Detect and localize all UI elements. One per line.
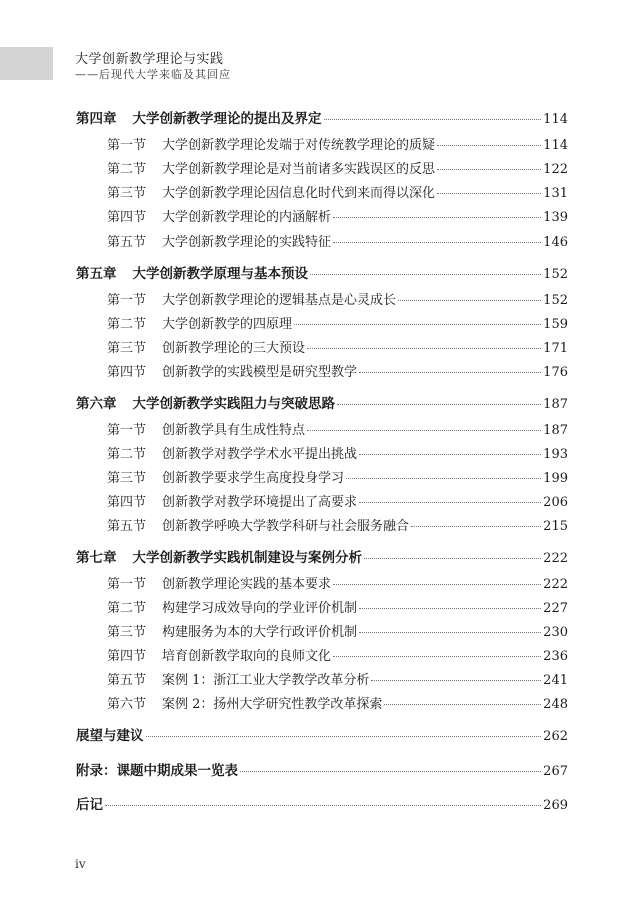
toc-entry-number: 第五章 xyxy=(76,266,117,282)
toc-entry[interactable] xyxy=(76,793,568,813)
toc-entry-number: 第六节 xyxy=(107,697,147,712)
toc-section-row xyxy=(0,182,638,202)
toc-entry[interactable] xyxy=(107,134,568,153)
toc-entry-page: 193 xyxy=(543,447,568,462)
toc-entry-title: 大学创新教学实践阻力与突破思路 xyxy=(132,396,335,412)
toc-entry[interactable] xyxy=(107,313,568,332)
toc-section-row xyxy=(0,621,638,641)
toc-section-row xyxy=(0,313,638,333)
toc-entry-title: 创新教学对教学环境提出了高要求 xyxy=(162,495,358,510)
toc-entry-number: 第二节 xyxy=(107,162,147,177)
toc-entry[interactable] xyxy=(107,337,568,356)
toc-chapter-row xyxy=(0,793,638,813)
page-number: iv xyxy=(75,857,86,871)
toc-entry-page: 152 xyxy=(543,267,568,282)
toc-entry-title: 后记 xyxy=(76,797,103,813)
toc-entry[interactable] xyxy=(107,231,568,250)
toc-chapter-row xyxy=(0,724,638,744)
toc-chapter-row xyxy=(0,759,638,779)
toc-section-row xyxy=(0,361,638,381)
toc-entry-page: 222 xyxy=(543,577,568,592)
toc-entry-title: 构建学习成效导向的学业评价机制 xyxy=(162,601,358,616)
dot-leader xyxy=(105,805,541,806)
toc-section-row xyxy=(0,231,638,251)
dot-leader xyxy=(398,300,541,301)
toc-entry[interactable] xyxy=(107,573,568,592)
toc-entry[interactable] xyxy=(107,621,568,640)
toc-entry-page: 114 xyxy=(543,112,568,127)
dot-leader xyxy=(437,169,541,170)
dot-leader xyxy=(310,274,541,275)
toc-entry-number: 第四节 xyxy=(107,210,147,225)
toc-entry-page: 159 xyxy=(543,317,568,332)
toc-section-row xyxy=(0,419,638,439)
toc-section-row xyxy=(0,289,638,309)
dot-leader xyxy=(384,704,541,705)
toc-entry-page: 230 xyxy=(543,625,568,640)
toc-entry-title: 创新教学理论的三大预设 xyxy=(162,341,306,356)
toc-entry[interactable] xyxy=(107,491,568,510)
toc-section-row xyxy=(0,597,638,617)
toc-entry-page: 267 xyxy=(543,764,568,779)
toc-entry-number: 第六章 xyxy=(76,396,117,412)
dot-leader xyxy=(333,656,541,657)
toc-entry[interactable] xyxy=(107,515,568,534)
toc-entry-title: 案例 2：扬州大学研究性教学改革探索 xyxy=(162,697,383,712)
dot-leader xyxy=(307,348,541,349)
toc-entry[interactable] xyxy=(107,289,568,308)
toc-entry-title: 创新教学理论实践的基本要求 xyxy=(162,577,332,592)
toc-entry-title: 大学创新教学理论的提出及界定 xyxy=(132,111,322,127)
toc-entry-number: 第三节 xyxy=(107,625,147,640)
dot-leader xyxy=(333,584,541,585)
toc-entry-title: 大学创新教学实践机制建设与案例分析 xyxy=(132,550,362,566)
toc-entry-number: 第一节 xyxy=(107,423,147,438)
toc-entry-title: 大学创新教学理论的实践特征 xyxy=(162,235,332,250)
toc-section-row xyxy=(0,693,638,713)
toc-entry-number: 第三节 xyxy=(107,471,147,486)
toc-entry-page: 248 xyxy=(543,697,568,712)
dot-leader xyxy=(359,608,541,609)
toc-entry-number: 第三节 xyxy=(107,341,147,356)
toc-entry-page: 222 xyxy=(543,551,568,566)
toc-entry-number: 第五节 xyxy=(107,673,147,688)
dot-leader xyxy=(371,680,541,681)
toc-entry-title: 案例 1：浙江工业大学教学改革分析 xyxy=(162,673,370,688)
toc-entry-title: 大学创新教学理论因信息化时代到来而得以深化 xyxy=(162,186,436,201)
toc-entry-number: 第四节 xyxy=(107,649,147,664)
toc-entry-page: 241 xyxy=(543,673,568,688)
toc-entry-title: 创新教学的实践模型是研究型教学 xyxy=(162,365,358,380)
toc-entry-page: 171 xyxy=(543,341,568,356)
toc-entry-page: 199 xyxy=(543,471,568,486)
toc-section-row xyxy=(0,158,638,178)
toc-entry-number: 第四节 xyxy=(107,365,147,380)
dot-leader xyxy=(146,736,542,737)
toc-entry-page: 227 xyxy=(543,601,568,616)
toc-entry-page: 152 xyxy=(543,293,568,308)
toc-entry-number: 第二节 xyxy=(107,601,147,616)
toc-entry-number: 第二节 xyxy=(107,447,147,462)
toc-entry-page: 139 xyxy=(543,210,568,225)
toc-entry-title: 大学创新教学理论的逻辑基点是心灵成长 xyxy=(162,293,397,308)
toc-entry-title: 培育创新教学取向的良师文化 xyxy=(162,649,332,664)
toc-entry-title: 附录：课题中期成果一览表 xyxy=(76,763,238,779)
dot-leader xyxy=(346,478,541,479)
toc-chapter-row xyxy=(0,392,638,412)
header-tab-decoration xyxy=(0,47,53,80)
toc-entry[interactable] xyxy=(107,158,568,177)
toc-entry[interactable] xyxy=(107,669,568,688)
toc-entry-number: 第七章 xyxy=(76,550,117,566)
dot-leader xyxy=(411,526,541,527)
toc-entry[interactable] xyxy=(76,759,568,779)
dot-leader xyxy=(240,771,541,772)
toc-chapter-row xyxy=(0,107,638,127)
toc-section-row xyxy=(0,206,638,226)
running-header-subtitle: ——后现代大学来临及其回应 xyxy=(75,68,231,81)
dot-leader xyxy=(307,430,541,431)
toc-entry-page: 236 xyxy=(543,649,568,664)
toc-entry[interactable] xyxy=(76,107,568,127)
toc-entry-title: 构建服务为本的大学行政评价机制 xyxy=(162,625,358,640)
dot-leader xyxy=(294,324,541,325)
toc-entry-page: 187 xyxy=(543,423,568,438)
toc-entry[interactable] xyxy=(76,546,568,566)
toc-section-row xyxy=(0,467,638,487)
toc-section-row xyxy=(0,515,638,535)
toc-entry[interactable] xyxy=(76,392,568,412)
dot-leader xyxy=(364,558,541,559)
toc-entry-title: 大学创新教学原理与基本预设 xyxy=(132,266,308,282)
toc-entry[interactable] xyxy=(107,467,568,486)
toc-entry[interactable] xyxy=(107,645,568,664)
dot-leader xyxy=(437,193,541,194)
dot-leader xyxy=(359,502,541,503)
toc-entry-page: 187 xyxy=(543,397,568,412)
toc-entry-page: 176 xyxy=(543,365,568,380)
toc-entry[interactable] xyxy=(76,724,568,744)
toc-entry-title: 大学创新教学理论的内涵解析 xyxy=(162,210,332,225)
toc-entry[interactable] xyxy=(107,419,568,438)
toc-entry-number: 第二节 xyxy=(107,317,147,332)
toc-section-row xyxy=(0,669,638,689)
toc-entry-title: 创新教学具有生成性特点 xyxy=(162,423,306,438)
toc-entry-title: 创新教学对教学学术水平提出挑战 xyxy=(162,447,358,462)
dot-leader xyxy=(337,404,541,405)
toc-entry-number: 第四节 xyxy=(107,495,147,510)
toc-entry-page: 269 xyxy=(543,798,568,813)
toc-chapter-row xyxy=(0,546,638,566)
toc-entry-title: 大学创新教学理论发端于对传统教学理论的质疑 xyxy=(162,138,436,153)
dot-leader xyxy=(359,372,541,373)
toc-section-row xyxy=(0,645,638,665)
toc-entry-title: 创新教学呼唤大学教学科研与社会服务融合 xyxy=(162,519,410,534)
dot-leader xyxy=(324,119,542,120)
toc-entry-number: 第五节 xyxy=(107,519,147,534)
dot-leader xyxy=(359,454,541,455)
toc-entry[interactable] xyxy=(107,182,568,201)
toc-entry[interactable] xyxy=(107,443,568,462)
toc-section-row xyxy=(0,337,638,357)
toc-entry-page: 146 xyxy=(543,235,568,250)
dot-leader xyxy=(359,632,541,633)
toc-entry-page: 122 xyxy=(543,162,568,177)
toc-entry-title: 大学创新教学的四原理 xyxy=(162,317,293,332)
toc-entry-title: 展望与建议 xyxy=(76,728,144,744)
toc-entry-page: 131 xyxy=(543,186,568,201)
toc-section-row xyxy=(0,491,638,511)
toc-entry-number: 第一节 xyxy=(107,138,147,153)
toc-entry[interactable] xyxy=(107,206,568,225)
toc-entry-title: 大学创新教学理论是对当前诸多实践误区的反思 xyxy=(162,162,436,177)
toc-entry-page: 114 xyxy=(543,138,568,153)
toc-entry-page: 215 xyxy=(543,519,568,534)
toc-entry-number: 第一节 xyxy=(107,577,147,592)
toc-section-row xyxy=(0,134,638,154)
toc-entry-page: 262 xyxy=(543,729,568,744)
toc-entry[interactable] xyxy=(107,693,568,712)
toc-entry-title: 创新教学要求学生高度投身学习 xyxy=(162,471,345,486)
toc-entry-number: 第四章 xyxy=(76,111,117,127)
dot-leader xyxy=(333,217,541,218)
dot-leader xyxy=(333,242,541,243)
toc-entry-number: 第三节 xyxy=(107,186,147,201)
toc-entry[interactable] xyxy=(107,597,568,616)
running-header-title: 大学创新教学理论与实践 xyxy=(75,52,224,67)
dot-leader xyxy=(437,145,541,146)
toc-entry-page: 206 xyxy=(543,495,568,510)
toc-chapter-row xyxy=(0,262,638,282)
toc-entry-number: 第五节 xyxy=(107,235,147,250)
toc-section-row xyxy=(0,443,638,463)
toc-entry[interactable] xyxy=(107,361,568,380)
toc-entry-number: 第一节 xyxy=(107,293,147,308)
toc-section-row xyxy=(0,573,638,593)
toc-entry[interactable] xyxy=(76,262,568,282)
